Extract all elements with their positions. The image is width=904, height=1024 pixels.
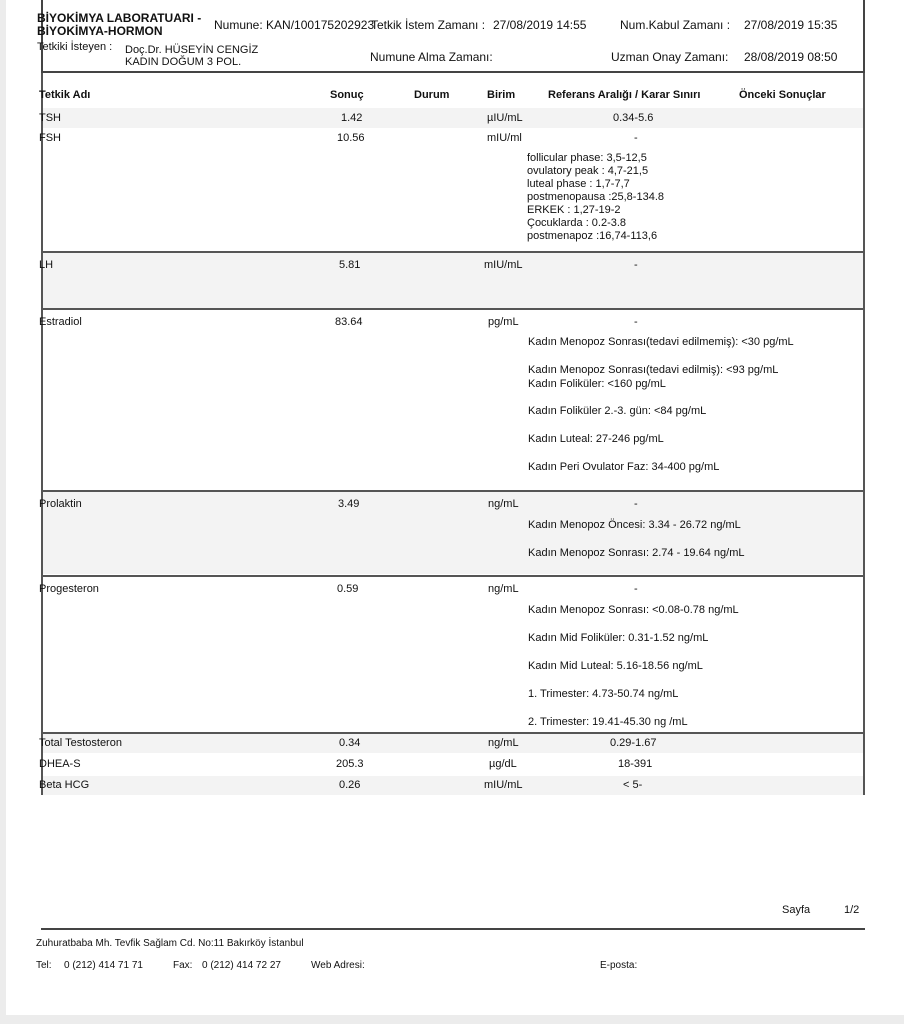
table-right-border <box>863 73 865 795</box>
test-result: 10.56 <box>337 132 365 144</box>
test-unit: mIU/mL <box>484 259 523 271</box>
footer-fax-value: 0 (212) 414 72 27 <box>202 960 281 971</box>
approval-time-value: 28/08/2019 08:50 <box>744 50 838 64</box>
reference-detail: Kadın Menopoz Öncesi: 3.34 - 26.72 ng/mL <box>528 519 741 531</box>
test-result: 83.64 <box>335 316 363 328</box>
request-time-value: 27/08/2019 14:55 <box>493 18 587 32</box>
reference-detail: Kadın Menopoz Sonrası: 2.74 - 19.64 ng/mL <box>528 547 745 559</box>
reference-detail: postmenapoz :16,74-113,6 <box>527 230 658 242</box>
lab-name-line1: BİYOKİMYA LABORATUARI - <box>37 11 202 25</box>
reference-detail: luteal phase : 1,7-7,7 <box>527 178 630 190</box>
reference-detail: follicular phase: 3,5-12,5 <box>527 152 647 164</box>
reference-detail: Kadın Mid Foliküler: 0.31-1.52 ng/mL <box>528 632 709 644</box>
test-name: LH <box>39 259 54 271</box>
requester-department: KADIN DOĞUM 3 POL. <box>125 56 242 68</box>
footer-fax-label: Fax: <box>173 960 193 971</box>
test-unit: µIU/mL <box>487 112 523 124</box>
test-unit: µg/dL <box>489 758 517 770</box>
test-reference: 0.29-1.67 <box>610 737 657 749</box>
column-header-result: Sonuç <box>330 89 364 101</box>
test-unit: ng/mL <box>488 737 519 749</box>
accept-time-label: Num.Kabul Zamanı : <box>620 18 731 32</box>
reference-detail: Kadın Menopoz Sonrası: <0.08-0.78 ng/mL <box>528 604 739 616</box>
test-reference: - <box>634 259 638 271</box>
reference-detail: 1. Trimester: 4.73-50.74 ng/mL <box>528 688 679 700</box>
lab-name-line2: BİYOKİMYA-HORMON <box>37 24 163 38</box>
column-header-unit: Birim <box>487 89 516 101</box>
test-result: 5.81 <box>339 259 361 271</box>
reference-detail: Kadın Foliküler: <160 pg/mL <box>528 378 666 390</box>
reference-detail: ovulatory peak : 4,7-21,5 <box>527 165 649 177</box>
reference-detail: Kadın Menopoz Sonrası(tedavi edilmemiş): <30 pg/mL <box>528 336 794 348</box>
test-unit: ng/mL <box>488 498 519 510</box>
test-name: Estradiol <box>39 316 82 328</box>
page-label: Sayfa <box>782 904 811 916</box>
column-header-test-name: Tetkik Adı <box>39 89 91 101</box>
row-divider <box>41 575 865 577</box>
test-result: 1.42 <box>341 112 363 124</box>
test-name: Beta HCG <box>39 779 90 791</box>
row-divider <box>41 308 865 310</box>
reference-detail: 2. Trimester: 19.41-45.30 ng /mL <box>528 716 688 728</box>
request-time-label: Tetkik İstem Zamanı : <box>371 18 486 32</box>
footer-divider <box>41 928 865 930</box>
reference-detail: Çocuklarda : 0.2-3.8 <box>527 217 627 229</box>
footer-tel-label: Tel: <box>36 960 52 971</box>
test-name: TSH <box>39 112 61 124</box>
requester-label: Tetkiki İsteyen : <box>37 41 113 53</box>
test-reference: - <box>634 132 638 144</box>
row-shade <box>43 734 863 753</box>
column-header-status: Durum <box>414 89 450 101</box>
test-name: Total Testosteron <box>39 737 122 749</box>
row-shade <box>43 253 863 308</box>
column-header-reference: Referans Aralığı / Karar Sınırı <box>548 89 701 101</box>
column-header-previous: Önceki Sonuçlar <box>739 89 826 101</box>
test-name: FSH <box>39 132 61 144</box>
collection-time-label: Numune Alma Zamanı: <box>370 50 493 64</box>
reference-detail: Kadın Foliküler 2.-3. gün: <84 pg/mL <box>528 405 707 417</box>
reference-detail: Kadın Luteal: 27-246 pg/mL <box>528 433 664 445</box>
test-unit: mIU/mL <box>484 779 523 791</box>
test-name: DHEA-S <box>39 758 81 770</box>
row-shade <box>43 492 863 574</box>
test-result: 0.26 <box>339 779 361 791</box>
reference-detail: ERKEK : 1,27-19-2 <box>527 204 621 216</box>
test-reference: 18-391 <box>618 758 653 770</box>
reference-detail: postmenopausa :25,8-134.8 <box>527 191 664 203</box>
report-page <box>6 0 904 1015</box>
row-shade <box>43 776 863 795</box>
test-result: 3.49 <box>338 498 360 510</box>
reference-detail: Kadın Menopoz Sonrası(tedavi edilmiş): <93 pg/mL <box>528 364 779 376</box>
sample-number: Numune: KAN/100175202923 <box>214 18 375 32</box>
test-reference: 0.34-5.6 <box>613 112 654 124</box>
page-number: 1/2 <box>844 904 860 916</box>
test-unit: mIU/ml <box>487 132 522 144</box>
reference-detail: Kadın Peri Ovulator Faz: 34-400 pg/mL <box>528 461 720 473</box>
table-left-border <box>41 73 43 795</box>
test-unit: ng/mL <box>488 583 519 595</box>
test-result: 0.59 <box>337 583 359 595</box>
footer-web-label: Web Adresi: <box>311 960 365 971</box>
reference-detail: Kadın Mid Luteal: 5.16-18.56 ng/mL <box>528 660 703 672</box>
accept-time-value: 27/08/2019 15:35 <box>744 18 838 32</box>
footer-address: Zuhuratbaba Mh. Tevfik Sağlam Cd. No:11 Bakırköy İstanbul <box>36 938 304 949</box>
test-result: 205.3 <box>336 758 364 770</box>
footer-email-label: E-posta: <box>600 960 638 971</box>
test-reference: - <box>634 498 638 510</box>
test-name: Prolaktin <box>39 498 82 510</box>
test-name: Progesteron <box>39 583 99 595</box>
row-shade <box>43 108 863 128</box>
requester-name: Doç.Dr. HÜSEYİN CENGİZ <box>125 44 259 56</box>
test-result: 0.34 <box>339 737 361 749</box>
test-reference: < 5- <box>623 779 643 791</box>
footer-tel-value: 0 (212) 414 71 71 <box>64 960 143 971</box>
test-unit: pg/mL <box>488 316 519 328</box>
approval-time-label: Uzman Onay Zamanı: <box>611 50 729 64</box>
test-reference: - <box>634 316 638 328</box>
test-reference: - <box>634 583 638 595</box>
